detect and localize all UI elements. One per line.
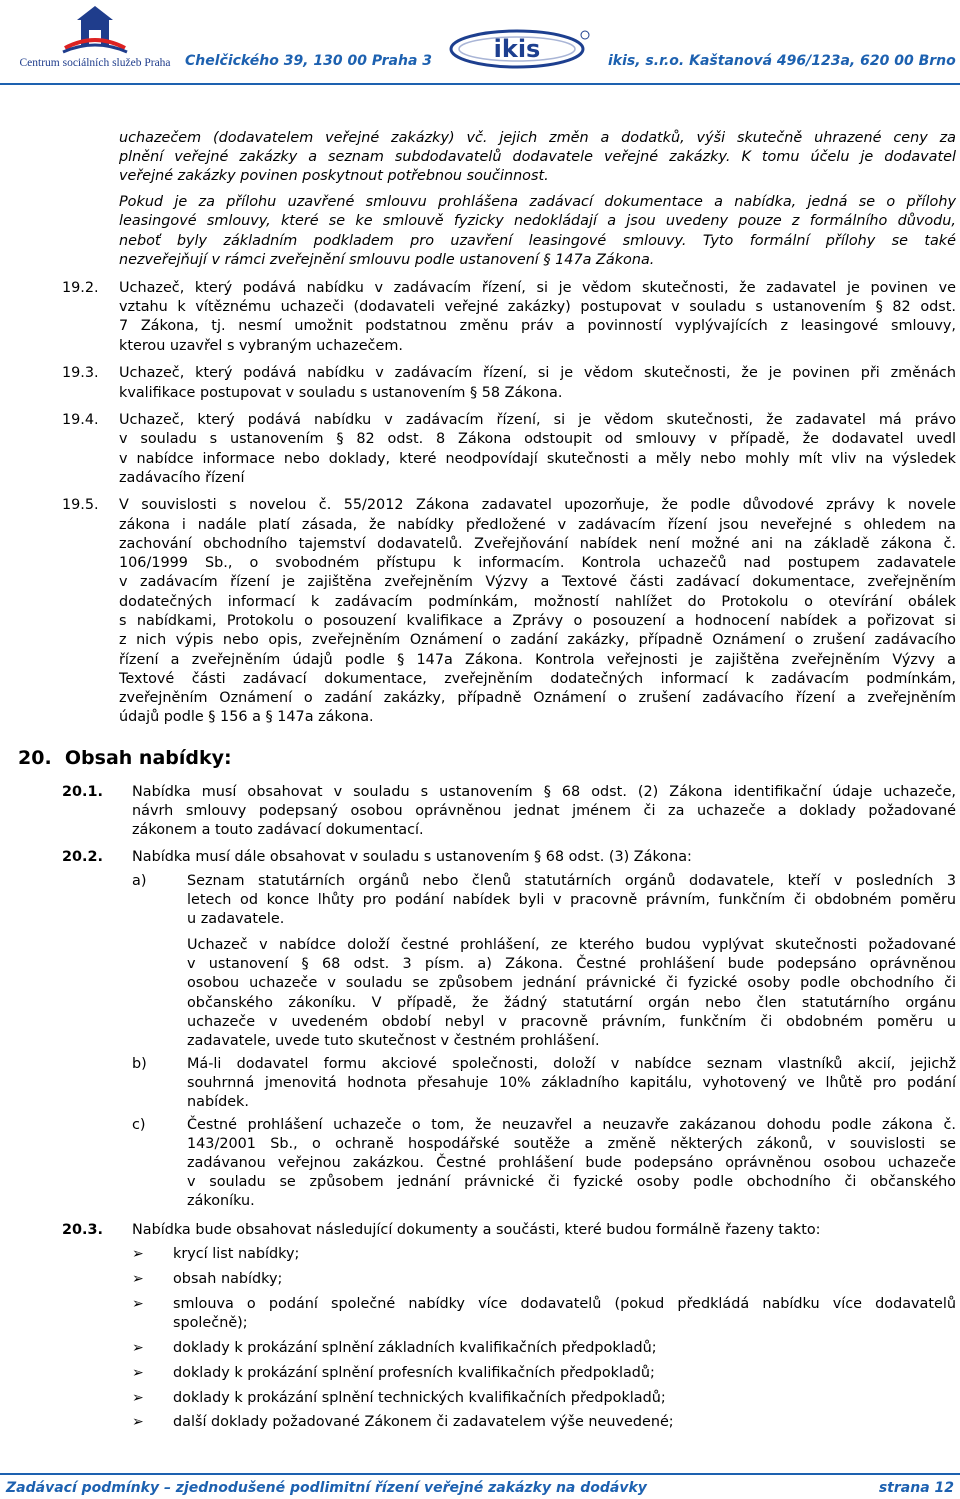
section-19-5-line: zákona i nadále platí zásada, že nabídky předložené v zadávacím řízení jsou neveřejné s ohledem na — [119, 517, 956, 533]
section-19-4-line: v souladu s ustanovením § 82 odst. 8 Zákona odstoupit od smlouvy v případě, že dodavatel uvedl — [119, 431, 956, 447]
header-right-address: ikis, s.r.o. Kaštanová 496/123a, 620 00 Brno — [608, 53, 956, 69]
section-19-5-line: 106/1999 Sb., o svobodném přístupu k informacím. Kontrola uchazečů nad postupem zadavatele — [119, 555, 956, 571]
section-number: 19.5. — [62, 497, 99, 513]
section-19-5-line: údajů podle § 156 a § 147a zákona. — [119, 709, 374, 725]
section-number: 20.2. — [62, 849, 103, 865]
footer-title: Zadávací podmínky – zjednodušené podlimitní řízení veřejné zakázky na dodávky — [6, 1480, 647, 1496]
csp-logo — [5, 4, 185, 74]
item-a-line: u zadavatele. — [187, 911, 285, 927]
section-19-3-line: Uchazeč, který podává nabídku v zadávacím řízení, si je vědom skutečnosti, že je povinen při změnách — [119, 365, 956, 381]
item-a-detail-line: Uchazeč v nabídce doloží čestné prohlášení, ze kterého budou vyplývat skutečnosti požadované — [187, 937, 956, 953]
item-b-line: souhrnná jmenovitá hodnota přesahuje 10% základního kapitálu, vyhotovený ve lhůtě pro podání — [187, 1075, 956, 1091]
section-number: 20.1. — [62, 784, 103, 800]
list-item: další doklady požadované Zákonem či zadavatelem výše neuvedené; — [173, 1414, 674, 1430]
section-19-3-line: kvalifikace postupovat v souladu s ustanovením § 58 Zákona. — [119, 385, 563, 401]
list-item: smlouva o podání společné nabídky více dodavatelů (pokud předkládá nabídku více dodavatelů — [173, 1296, 956, 1312]
item-c-line: Čestné prohlášení uchazeče o tom, že neuzavřel a neuzavře zakázanou dohodu podle zákona č. — [187, 1117, 956, 1133]
item-c-line: zadávanou veřejnou zakázkou. Čestné prohlášení bude podepsáno oprávněnou osobou uchazeče — [187, 1155, 956, 1171]
section-19-4-line: zadávacího řízení — [119, 470, 245, 486]
bullet-arrow-icon: ➢ — [132, 1271, 144, 1287]
ikis-logo-text: ikis — [493, 35, 541, 63]
item-a-label: a) — [132, 873, 147, 889]
ikis-logo-icon — [445, 25, 595, 73]
list-item: krycí list nabídky; — [173, 1246, 300, 1262]
page-number: strana 12 — [878, 1480, 954, 1496]
section-19-2-line: Uchazeč, který podává nabídku v zadávacím řízení, si je vědom skutečnosti, že zadavatel je povinen ve — [119, 280, 956, 296]
section-number: 19.3. — [62, 365, 99, 381]
csp-logo-icon — [5, 4, 185, 56]
item-a-detail-line: zadavatele, uvede tuto skutečnost v čestném prohlášení. — [187, 1033, 600, 1049]
bullet-arrow-icon: ➢ — [132, 1414, 144, 1430]
item-a-detail-line: uchazeče v uvedeném období nebyl v pracovně právním, funkčním či obdobném poměru u — [187, 1014, 956, 1030]
bullet-arrow-icon: ➢ — [132, 1390, 144, 1406]
intro-line: plnění veřejné zakázky a seznam subdodavatelů dodavatele veřejné zakázky. K tomu účelu je dodavatel — [119, 149, 956, 165]
section-19-5-line: řízení a zveřejněním údajů podle § 147a Zákona. Kontrola veřejnosti je zajištěna zveřejněním Výzvy a — [119, 652, 956, 668]
section-20-1-line: Nabídka musí obsahovat v souladu s ustanovením § 68 odst. (2) Zákona identifikační údaje uchazeče, — [132, 784, 956, 800]
intro-line: uchazečem (dodavatelem veřejné zakázky) vč. jejich změn a dodatků, výši skutečně uhrazené ceny za — [119, 130, 956, 146]
ikis-logo — [445, 25, 595, 73]
list-item: doklady k prokázání splnění profesních kvalifikačních předpokladů; — [173, 1365, 655, 1381]
section-19-5-line: dodatečných informací k zadávacím podmínkám, možností nahlížet do Protokolu o otevírání obálek — [119, 594, 956, 610]
section-19-4-line: v nabídce informace nebo doklady, které neodpovídají skutečnosti a měly nebo mohly mít vliv na výsledek — [119, 451, 956, 467]
section-20-number: 20. — [18, 747, 52, 769]
section-19-2-line: kterou uzavřel s vybraným uchazečem. — [119, 338, 403, 354]
footer-divider — [0, 1473, 960, 1475]
item-a-line: letech od konce lhůty pro podání nabídek byli v pracovně právním, funkčním či obdobném poměru — [187, 892, 956, 908]
section-19-5-line: v zadávacím řízení je zajištěna zveřejněním Výzvy a Textové části zadávací dokumentace, zveřejněním — [119, 574, 956, 590]
item-b-label: b) — [132, 1056, 147, 1072]
italic-note-line: Pokud je za přílohu uzavřené smlouvu prohlášena zadávací dokumentace a nabídka, jedná se o přílohy — [119, 194, 956, 210]
section-19-4-line: Uchazeč, který podává nabídku v zadávacím řízení, si je vědom skutečnosti, že zadavatel má právo — [119, 412, 956, 428]
item-a-detail-line: občanského zákoníku. V případě, že žádný statutární orgán nebo člen statutárního orgánu — [187, 995, 956, 1011]
bullet-arrow-icon: ➢ — [132, 1246, 144, 1262]
section-19-2-line: vztahu k vítěznému uchazeči (dodavateli veřejné zakázky) postupovat v souladu s ustanovením § 82 odst. — [119, 299, 956, 315]
item-b-line: Má-li dodavatel formu akciové společnosti, doloží v nabídce seznam vlastníků akcií, jejichž — [187, 1056, 956, 1072]
bullet-arrow-icon: ➢ — [132, 1340, 144, 1356]
section-20-2-intro: Nabídka musí dále obsahovat v souladu s ustanovením § 68 odst. (3) Zákona: — [132, 849, 692, 865]
list-item: obsah nabídky; — [173, 1271, 283, 1287]
bullet-arrow-icon: ➢ — [132, 1296, 144, 1312]
header-divider — [0, 83, 960, 85]
section-20-3-intro: Nabídka bude obsahovat následující dokumenty a součásti, které budou formálně řazeny takto: — [132, 1222, 821, 1238]
page-header — [0, 0, 960, 86]
intro-line: veřejné zakázky povinen poskytnout potřebnou součinnost. — [119, 168, 549, 184]
italic-note-line: nezveřejňují v rámci zveřejnění smlouvu podle ustanovení § 147a Zákona. — [119, 252, 655, 268]
item-c-label: c) — [132, 1117, 146, 1133]
section-20-1-line: zákonem a touto zadávací dokumentací. — [132, 822, 424, 838]
section-19-5-line: V souvislosti s novelou č. 55/2012 Zákona zadavatel upozorňuje, že podle důvodové zprávy k novele — [119, 497, 956, 513]
list-item: doklady k prokázání splnění základních kvalifikačních předpokladů; — [173, 1340, 657, 1356]
item-c-line: zákoníku. — [187, 1193, 255, 1209]
list-item-continued: společně); — [173, 1315, 248, 1331]
csp-logo-text: Centrum sociálních služeb Praha — [19, 57, 171, 69]
section-number: 19.4. — [62, 412, 99, 428]
item-c-line: v souladu se způsobem jednání právnické či fyzické osoby podle obchodního či občanského — [187, 1174, 956, 1190]
section-19-2-line: 7 Zákona, tj. nesmí umožnit podstatnou změnu práv a povinností vyplývajících z leasingové smlouvy, — [119, 318, 956, 334]
section-19-5-line: zachování obchodního tajemství dodavatelů. Zveřejňování nabídek není možné ani na základě zákona č. — [119, 536, 956, 552]
item-c-line: 143/2001 Sb., o ochraně hospodářské soutěže a změně některých zákonů, v souvislosti se — [187, 1136, 956, 1152]
item-a-detail-line: osobou uchazeče v souladu se způsobem jednání právnické či fyzické osoby podle obchodního či — [187, 975, 956, 991]
section-19-5-line: z nich výpis nebo opis, zveřejněním Oznámení o zadání zakázky, případně Oznámení o zrušení zadávacího — [119, 632, 956, 648]
item-b-line: nabídek. — [187, 1094, 249, 1110]
section-number: 20.3. — [62, 1222, 103, 1238]
section-19-5-line: zveřejněním Oznámení o zadání zakázky, případně Oznámení o zrušení zadávacího řízení a zveřejněním — [119, 690, 956, 706]
italic-note-line: neboť byly základním podkladem pro uzavření leasingové smlouvy. Tyto formální přílohy se také — [119, 233, 956, 249]
section-number: 19.2. — [62, 280, 99, 296]
section-20-heading — [18, 747, 232, 769]
item-a-line: Seznam statutárních orgánů nebo členů statutárních orgánů dodavatele, kteří v posledních 3 — [187, 873, 956, 889]
header-left-address: Chelčického 39, 130 00 Praha 3 — [185, 53, 433, 69]
section-19-5-line: s nabídkami, Protokolu o posouzení kvalifikace a Zprávy o posouzení a hodnocení nabídek a pořizovat si — [119, 613, 956, 629]
section-20-1-line: návrh smlouvy podepsaný osobou oprávněnou jednat jménem či za uchazeče a doklady požadované — [132, 803, 956, 819]
bullet-arrow-icon: ➢ — [132, 1365, 144, 1381]
italic-note-line: leasingové smlouvy, které se ke smlouvě fyzicky nedokládají a jsou uvedeny pouze z formálního důvodu, — [119, 213, 956, 229]
item-a-detail-line: v ustanovení § 68 odst. 3 písm. a) Zákona. Čestné prohlášení bude podepsáno oprávněnou — [187, 956, 956, 972]
section-19-5-line: Textové části zadávací dokumentace, zveřejněním dodatečných informací k zadávacím podmínkám, — [119, 671, 956, 687]
section-20-title: Obsah nabídky: — [64, 747, 232, 769]
list-item: doklady k prokázání splnění technických kvalifikačních předpokladů; — [173, 1390, 666, 1406]
